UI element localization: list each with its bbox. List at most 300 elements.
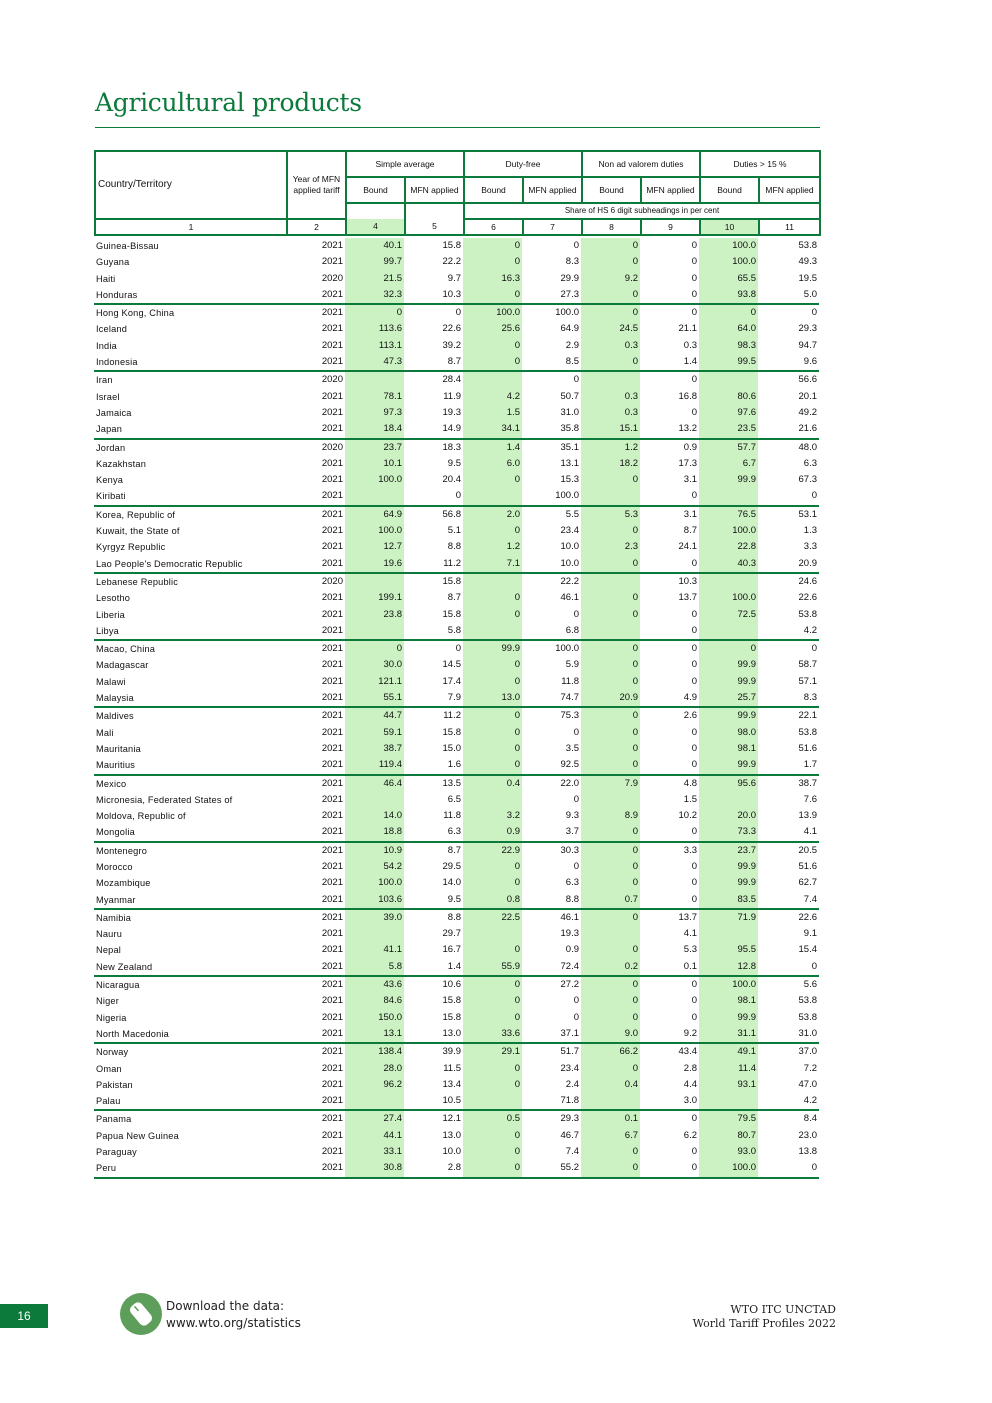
value-cell: 0: [640, 1110, 699, 1127]
value-cell: 100.0: [345, 472, 404, 488]
value-cell: 2021: [286, 1110, 345, 1127]
value-cell: 0: [573, 726, 579, 738]
value-cell: 95.5: [699, 942, 758, 958]
table-row: [94, 808, 819, 824]
value-cell: 8.7: [683, 525, 697, 537]
value-cell: 0: [573, 860, 579, 872]
country-cell: Namibia: [94, 909, 286, 926]
value-cell: 1.5: [683, 793, 697, 805]
value-cell: 7.4: [803, 893, 817, 905]
value-cell: 6.7: [699, 456, 758, 472]
value-cell: 2021: [321, 541, 343, 553]
value-cell: 0: [691, 759, 697, 771]
value-cell: 0.1: [683, 960, 697, 972]
value-cell: 0: [581, 287, 640, 304]
value-cell: 27.4: [345, 1110, 404, 1127]
value-cell: 50.7: [560, 390, 579, 402]
value-cell: 18.3: [404, 439, 463, 456]
value-cell: [581, 926, 640, 942]
value-cell: 41.1: [345, 942, 404, 958]
value-cell: 53.8: [798, 1011, 817, 1023]
value-cell: 38.7: [345, 741, 404, 757]
value-cell: 96.2: [345, 1077, 404, 1093]
value-cell: 0: [463, 757, 522, 774]
header-bound: Bound: [346, 177, 405, 203]
table-row: [94, 338, 819, 354]
value-cell: 9.2: [683, 1027, 697, 1039]
value-cell: 0.2: [581, 959, 640, 976]
value-cell: 32.3: [345, 287, 404, 304]
value-cell: 93.8: [699, 287, 758, 304]
value-cell: 46.4: [345, 775, 404, 792]
table-row: [94, 875, 819, 891]
table-row: [94, 842, 819, 859]
value-cell: 0: [463, 707, 522, 724]
value-cell: [581, 371, 640, 388]
value-cell: [699, 573, 758, 590]
value-cell: 28.0: [345, 1061, 404, 1077]
value-cell: 0: [640, 640, 699, 657]
country-cell: Palau: [96, 1096, 121, 1107]
value-cell: 11.2: [443, 557, 461, 569]
value-cell: 33.1: [345, 1144, 404, 1160]
value-cell: 39.0: [345, 909, 404, 926]
value-cell: 98.1: [699, 741, 758, 757]
value-cell: 0: [581, 707, 640, 724]
value-cell: 15.8: [442, 240, 461, 251]
value-cell: 0: [691, 1011, 697, 1023]
value-cell: 0: [581, 1144, 640, 1160]
value-cell: [463, 371, 522, 388]
value-cell: 0: [581, 909, 640, 926]
value-cell: 0: [455, 490, 461, 502]
value-cell: [699, 488, 758, 505]
value-cell: 4.9: [683, 692, 697, 704]
value-cell: 13.0: [463, 690, 522, 707]
value-cell: 51.6: [798, 742, 817, 754]
country-cell: Paraguay: [96, 1147, 137, 1158]
country-cell: Hong Kong, China: [94, 304, 286, 321]
value-cell: 23.7: [699, 842, 758, 859]
value-cell: 24.5: [581, 321, 640, 337]
value-cell: [699, 926, 758, 942]
value-cell: 8.7: [447, 592, 461, 604]
value-cell: 23.4: [560, 525, 579, 537]
value-cell: 2021: [321, 356, 343, 368]
value-cell: 0: [581, 741, 640, 757]
value-cell: 22.6: [798, 592, 817, 604]
value-cell: 4.2: [803, 1095, 817, 1107]
value-cell: 0: [691, 490, 697, 502]
value-cell: 22.6: [442, 323, 461, 335]
header-simple-average: Simple average: [346, 151, 464, 177]
value-cell: 18.4: [345, 421, 404, 438]
value-cell: 0: [691, 742, 697, 754]
value-cell: 0: [463, 741, 522, 757]
value-cell: 199.1: [345, 590, 404, 606]
value-cell: 2.8: [404, 1160, 463, 1177]
country-cell: Madagascar: [96, 660, 149, 671]
value-cell: 0: [463, 254, 522, 270]
country-cell: Oman: [96, 1063, 122, 1074]
value-cell: 0: [581, 254, 640, 270]
value-cell: 99.9: [463, 640, 522, 657]
value-cell: 100.0: [555, 490, 579, 502]
value-cell: 9.5: [447, 457, 461, 469]
value-cell: 0.9: [640, 439, 699, 456]
value-cell: [345, 573, 404, 590]
value-cell: 5.5: [522, 506, 581, 523]
value-cell: 0.3: [683, 339, 697, 351]
value-cell: 0.5: [463, 1110, 522, 1127]
col-number: 8: [582, 219, 641, 235]
country-cell: Mauritius: [96, 760, 136, 771]
value-cell: 0: [581, 590, 640, 606]
value-cell: 10.2: [678, 810, 697, 822]
value-cell: 20.0: [699, 808, 758, 824]
col-number: 1: [95, 219, 287, 235]
value-cell: 2.9: [565, 339, 579, 351]
value-cell: 2021: [321, 1078, 343, 1090]
header-share-note: Share of HS 6 digit subheadings in per cent: [464, 203, 820, 219]
value-cell: 2.6: [640, 707, 699, 724]
value-cell: 99.9: [699, 472, 758, 488]
value-cell: [345, 623, 404, 640]
value-cell: 51.6: [798, 860, 817, 872]
value-cell: 0: [463, 942, 522, 958]
value-cell: 0: [691, 995, 697, 1007]
value-cell: 8.7: [447, 356, 461, 368]
value-cell: 113.1: [345, 338, 404, 354]
country-cell: Kyrgyz Republic: [96, 542, 166, 553]
value-cell: 3.0: [683, 1095, 697, 1107]
value-cell: 3.2: [463, 808, 522, 824]
table-row: [94, 573, 819, 590]
value-cell: 55.2: [522, 1160, 581, 1177]
value-cell: 53.1: [758, 506, 819, 523]
table-row: [94, 959, 819, 976]
value-cell: 20.4: [442, 474, 461, 486]
value-cell: 6.2: [683, 1129, 697, 1141]
value-cell: 23.5: [699, 421, 758, 438]
table-row: [94, 657, 819, 673]
table-row: [94, 607, 819, 623]
value-cell: 0: [463, 657, 522, 673]
value-cell: 64.9: [345, 506, 404, 523]
value-cell: 2021: [321, 557, 343, 569]
value-cell: 100.0: [345, 523, 404, 539]
value-cell: 72.5: [699, 607, 758, 623]
value-cell: 22.9: [463, 842, 522, 859]
table-row: [94, 859, 819, 875]
value-cell: 2.0: [463, 506, 522, 523]
value-cell: [581, 1093, 640, 1110]
page-title: Agricultural products: [95, 88, 362, 117]
value-cell: 12.8: [699, 959, 758, 976]
value-cell: 8.3: [803, 692, 817, 704]
country-cell: Mexico: [94, 775, 286, 792]
value-cell: 10.3: [442, 288, 461, 300]
value-cell: 99.9: [699, 1010, 758, 1026]
value-cell: 0: [581, 674, 640, 690]
value-cell: 46.7: [560, 1129, 579, 1141]
value-cell: 113.6: [345, 321, 404, 337]
value-cell: 3.1: [683, 474, 697, 486]
value-cell: 29.7: [442, 928, 461, 940]
value-cell: 78.1: [345, 389, 404, 405]
value-cell: 10.0: [560, 541, 579, 553]
title-divider: [95, 127, 820, 128]
value-cell: 2021: [321, 860, 343, 872]
value-cell: 8.8: [447, 541, 461, 553]
value-cell: 13.9: [798, 810, 817, 822]
value-cell: 2021: [321, 995, 343, 1007]
value-cell: 84.6: [345, 993, 404, 1009]
value-cell: 9.0: [581, 1026, 640, 1043]
table-row: [94, 892, 819, 909]
value-cell: 2.3: [581, 539, 640, 555]
value-cell: 103.6: [345, 892, 404, 909]
table-row: [94, 456, 819, 472]
value-cell: 2021: [321, 742, 343, 754]
value-cell: 2020: [286, 439, 345, 456]
value-cell: 9.6: [803, 356, 817, 368]
header-bound: Bound: [582, 177, 641, 203]
value-cell: 8.4: [758, 1110, 819, 1127]
value-cell: 0: [573, 1011, 579, 1023]
value-cell: 29.3: [522, 1110, 581, 1127]
value-cell: 0: [581, 523, 640, 539]
value-cell: 51.7: [522, 1043, 581, 1060]
value-cell: 55.1: [345, 690, 404, 707]
value-cell: 100.0: [699, 254, 758, 270]
value-cell: 0.3: [581, 338, 640, 354]
country-cell: Peru: [94, 1160, 286, 1177]
table-row: [94, 674, 819, 690]
value-cell: 2021: [321, 1129, 343, 1141]
value-cell: 2021: [321, 323, 343, 335]
value-cell: 10.3: [640, 573, 699, 590]
header-mfn-applied: MFN applied: [759, 177, 820, 203]
value-cell: 0: [640, 304, 699, 321]
value-cell: 2021: [321, 893, 343, 905]
country-cell: Nauru: [96, 929, 123, 940]
value-cell: 0: [581, 1061, 640, 1077]
value-cell: 15.3: [560, 474, 579, 486]
value-cell: 15.4: [798, 944, 817, 956]
value-cell: 0: [463, 875, 522, 891]
value-cell: 13.1: [345, 1026, 404, 1043]
value-cell: 99.7: [345, 254, 404, 270]
header-country: Country/Territory: [95, 151, 287, 219]
value-cell: 0: [581, 1010, 640, 1026]
value-cell: 3.7: [565, 826, 579, 838]
country-cell: Nigeria: [96, 1012, 127, 1023]
value-cell: 0: [640, 1160, 699, 1177]
value-cell: 5.9: [565, 659, 579, 671]
country-cell: Guinea-Bissau: [96, 241, 159, 251]
value-cell: 2021: [321, 1095, 343, 1107]
value-cell: 0: [463, 859, 522, 875]
value-cell: 0: [691, 256, 697, 268]
value-cell: 16.3: [463, 271, 522, 287]
value-cell: 92.5: [560, 759, 579, 771]
value-cell: 13.4: [442, 1078, 461, 1090]
table-row: [94, 389, 819, 405]
value-cell: 49.3: [798, 256, 817, 268]
value-cell: 1.2: [463, 539, 522, 555]
value-cell: 12.1: [404, 1110, 463, 1127]
value-cell: 0: [581, 824, 640, 841]
value-cell: 64.9: [560, 323, 579, 335]
table-row: [94, 623, 819, 640]
value-cell: 2021: [286, 506, 345, 523]
value-cell: 0: [758, 1160, 819, 1177]
value-cell: 2021: [321, 928, 343, 940]
value-cell: 16.8: [678, 390, 697, 402]
value-cell: 93.1: [699, 1077, 758, 1093]
download-block[interactable]: [166, 1298, 301, 1332]
value-cell: 10.6: [404, 976, 463, 993]
value-cell: 99.9: [699, 859, 758, 875]
value-cell: 99.9: [699, 707, 758, 724]
value-cell: 46.1: [560, 592, 579, 604]
value-cell: 3.1: [640, 506, 699, 523]
value-cell: 39.9: [404, 1043, 463, 1060]
header-year: Year of MFN applied tariff: [287, 151, 346, 219]
value-cell: 40.1: [345, 238, 404, 254]
value-cell: 0.9: [463, 824, 522, 841]
value-cell: 0: [581, 875, 640, 891]
value-cell: 0: [463, 1061, 522, 1077]
country-cell: Indonesia: [96, 357, 138, 368]
download-icon[interactable]: [119, 1292, 163, 1336]
value-cell: 10.0: [560, 557, 579, 569]
value-cell: 119.4: [345, 757, 404, 774]
table-row: [94, 287, 819, 304]
table-row: [94, 472, 819, 488]
value-cell: 10.5: [442, 1095, 461, 1107]
value-cell: 0: [463, 1160, 522, 1177]
value-cell: 4.2: [463, 389, 522, 405]
table-row: [94, 321, 819, 337]
value-cell: [699, 792, 758, 808]
value-cell: 0: [691, 624, 697, 636]
value-cell: 0: [581, 942, 640, 958]
value-cell: 14.5: [442, 659, 461, 671]
value-cell: 67.3: [798, 474, 817, 486]
country-cell: Malawi: [96, 676, 126, 687]
value-cell: 2021: [286, 1160, 345, 1177]
value-cell: 0: [691, 860, 697, 872]
value-cell: 2021: [286, 304, 345, 321]
value-cell: 15.8: [442, 608, 461, 620]
country-cell: Honduras: [96, 289, 138, 300]
value-cell: 2021: [286, 1043, 345, 1060]
value-cell: 98.3: [699, 338, 758, 354]
value-cell: 0: [581, 607, 640, 623]
value-cell: 8.3: [565, 256, 579, 268]
table-row: [94, 725, 819, 741]
table-row: [94, 909, 819, 926]
value-cell: [463, 1093, 522, 1110]
value-cell: 2020: [286, 573, 345, 590]
value-cell: 11.5: [443, 1062, 461, 1074]
table-row: [94, 942, 819, 958]
col-number: 9: [641, 219, 700, 235]
country-cell: Kiribati: [96, 491, 126, 502]
value-cell: 1.4: [463, 439, 522, 456]
value-cell: 7.1: [463, 556, 522, 573]
value-cell: 0.1: [581, 1110, 640, 1127]
country-cell: Lebanese Republic: [94, 573, 286, 590]
country-cell: Jordan: [94, 439, 286, 456]
footer-publication: [693, 1303, 836, 1331]
value-cell: 100.0: [522, 304, 581, 321]
value-cell: 57.7: [699, 439, 758, 456]
value-cell: 5.3: [683, 944, 697, 956]
value-cell: 13.5: [404, 775, 463, 792]
table-row: [94, 238, 819, 254]
value-cell: 19.3: [442, 406, 461, 418]
value-cell: 100.0: [463, 304, 522, 321]
value-cell: 20.9: [798, 557, 817, 569]
value-cell: 9.3: [565, 810, 579, 822]
value-cell: 8.8: [404, 909, 463, 926]
value-cell: 9.5: [447, 893, 461, 905]
value-cell: 0: [581, 842, 640, 859]
value-cell: 0.4: [581, 1077, 640, 1093]
value-cell: 6.7: [581, 1128, 640, 1144]
value-cell: 0: [463, 976, 522, 993]
value-cell: [345, 488, 404, 505]
value-cell: 20.5: [758, 842, 819, 859]
value-cell: 100.0: [699, 523, 758, 539]
country-cell: Japan: [96, 424, 123, 435]
country-cell: Nicaragua: [94, 976, 286, 993]
country-cell: Iran: [94, 371, 286, 388]
value-cell: 138.4: [345, 1043, 404, 1060]
table-row: [94, 488, 819, 505]
value-cell: 0: [463, 1010, 522, 1026]
value-cell: 23.0: [798, 1129, 817, 1141]
header-mfn-applied: MFN applied: [405, 177, 464, 203]
value-cell: 0: [463, 338, 522, 354]
value-cell: 35.8: [560, 423, 579, 435]
value-cell: 2021: [321, 525, 343, 537]
value-cell: 13.7: [640, 909, 699, 926]
value-cell: 27.3: [560, 288, 579, 300]
header-mfn-applied: MFN applied: [641, 177, 700, 203]
value-cell: 57.1: [798, 675, 817, 687]
value-cell: 1.5: [463, 405, 522, 421]
value-cell: 8.8: [565, 893, 579, 905]
value-cell: 1.6: [447, 759, 461, 771]
value-cell: 11.8: [443, 810, 461, 822]
value-cell: 2021: [321, 692, 343, 704]
country-cell: Liberia: [96, 609, 125, 620]
value-cell: 0: [581, 304, 640, 321]
value-cell: 3.3: [803, 541, 817, 553]
value-cell: 2021: [321, 877, 343, 889]
value-cell: 0: [573, 608, 579, 620]
value-cell: 14.9: [442, 423, 461, 435]
download-link[interactable]: www.wto.org/statistics: [166, 1316, 301, 1330]
header-bound: Bound: [700, 177, 759, 203]
value-cell: 97.3: [345, 405, 404, 421]
value-cell: 58.7: [798, 659, 817, 671]
value-cell: 28.4: [404, 371, 463, 388]
